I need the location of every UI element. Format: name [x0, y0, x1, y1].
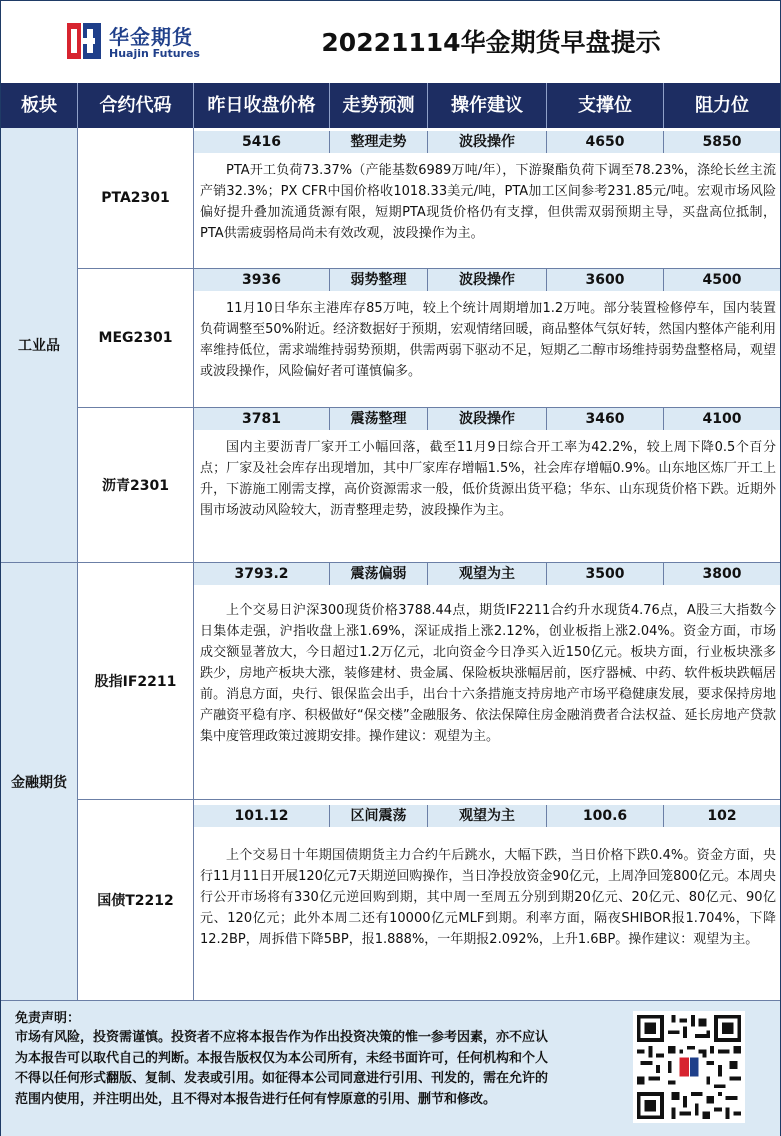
market-commentary: 上个交易日十年期国债期货主力合约午后跳水，大幅下跌，当日价格下跌0.4%。资金方面，央行11月11日开展120亿元7天期逆回购操作，当日净投放资金90亿元，上周净回笼800亿元。本周央行公开市场将有330亿元逆回购到期，其中周一至周五分别到期20亿元、20亿元、80亿元、90亿元、120亿元；此外本周二还有10000亿元MLF到期。利率方面，隔夜SHIBOR报1.704%，下降12.2BP，周拆借下降5BP，报1.888%，一年期报2.092%，上升1.6BP。操作建议：观望为主。: [194, 828, 780, 1000]
report-header: [1, 1, 780, 83]
column-header-resistance: 阻力位: [695, 95, 749, 116]
company-logo: [67, 21, 207, 63]
trend-forecast: 震荡偏弱: [350, 566, 407, 582]
trade-advice: 波段操作: [459, 272, 515, 288]
market-commentary: 国内主要沥青厂家开工小幅回落，截至11月9日综合开工率为42.2%，较上周下降0.5个百分点；厂家及社会库存出现增加，其中厂家库存增幅1.5%，社会库存增幅0.9%。山东地区炼厂开工上升，下游施工刚需支撑，高价资源需求一般，低价货源出货平稳；华东、山东现货价格下跌。近期外围市场波动风险较大，沥青整理走势，波段操作为主。: [194, 431, 780, 562]
trade-advice: 观望为主: [459, 566, 515, 582]
support-level: 3500: [585, 566, 625, 582]
disclaimer-text: 市场有风险，投资需谨慎。投资者不应将本报告作为作出投资决策的惟一参考因素，亦不应认为本报告可以取代自己的判断。本报告版权仅为本公司所有，未经书面许可，任何机构和个人不得以任何形式翻版、复制、发表或引用。如征得本公司同意进行引用、刊发的，需在允许的范围内使用，并注明出处，且不得对本报告进行任何有悖原意的引用、删节和修改。: [15, 1030, 549, 1107]
column-header-advice: 操作建议: [451, 95, 523, 116]
contract-code: 股指IF2211: [78, 563, 194, 799]
close-price: 3793.2: [234, 566, 289, 582]
market-commentary: PTA开工负荷73.37%（产能基数6989万吨/年），下游聚酯负荷下调至78.23%，涤纶长丝主流产销32.3%；PX CFR中国价格收1018.33美元/吨，PTA加工区间参考231.85元/吨。宏观市场风险偏好提升叠加流通货源有限，短期PTA现货价格仍有支撑，但供需双弱预期主导，买盘高位抵制，PTA供需疲弱格局尚未有效改观，波段操作为主。: [194, 154, 780, 268]
column-header-support: 支撑位: [578, 95, 632, 116]
metrics-row: [194, 269, 780, 291]
close-price: 3936: [242, 272, 281, 288]
support-level: 3460: [585, 411, 625, 427]
column-header-row: [1, 83, 780, 128]
support-level: 4650: [585, 134, 625, 150]
column-header-close: 昨日收盘价格: [207, 95, 316, 116]
column-header-trend: 走势预测: [342, 95, 415, 116]
metrics-row: [194, 805, 780, 827]
column-header-contract: 合约代码: [99, 95, 172, 116]
resistance-level: 102: [707, 808, 737, 824]
trend-forecast: 区间震荡: [350, 808, 407, 824]
trade-advice: 观望为主: [459, 808, 515, 824]
resistance-level: 4500: [702, 272, 742, 288]
disclaimer-section: [1, 1000, 780, 1136]
close-price: 3781: [242, 411, 281, 427]
support-level: 3600: [585, 272, 625, 288]
contract-code: 国债T2212: [78, 800, 194, 1000]
trend-forecast: 整理走势: [350, 134, 407, 150]
metrics-row: [194, 563, 780, 585]
market-commentary: 11月10日华东主港库存85万吨，较上个统计周期增加1.2万吨。部分装置检修停车，国内装置负荷调整至50%附近。经济数据好于预期，宏观情绪回暖，商品整体气氛好转，然国内整体产能利用率维持低位，需求端维持弱势预期，供需两弱下驱动不足，短期乙二醇市场维持弱势盘整格局，观望或波段操作，风险偏好者可谨慎偏多。: [194, 292, 780, 407]
contract-code: PTA2301: [78, 128, 194, 268]
contract-code: MEG2301: [78, 269, 194, 407]
trade-advice: 波段操作: [459, 134, 515, 150]
trend-forecast: 弱势整理: [350, 272, 407, 288]
huajin-logo-icon: [67, 23, 101, 59]
resistance-level: 3800: [702, 566, 742, 582]
trend-forecast: 震荡整理: [350, 411, 407, 427]
resistance-level: 4100: [702, 411, 742, 427]
metrics-row: [194, 408, 780, 430]
category-financial: 金融期货: [1, 563, 78, 1000]
support-level: 100.6: [582, 808, 628, 824]
resistance-level: 5850: [702, 134, 742, 150]
close-price: 101.12: [234, 808, 289, 824]
trade-advice: 波段操作: [459, 411, 515, 427]
report-title: 20221114华金期货早盘提示: [321, 28, 661, 57]
qr-code-icon: [633, 1011, 745, 1123]
metrics-row: [194, 131, 780, 153]
close-price: 5416: [242, 134, 281, 150]
logo-english-name: Huajin Futures: [109, 47, 200, 60]
category-industrial: 工业品: [1, 128, 78, 562]
disclaimer-title: 免责声明：: [15, 1011, 81, 1026]
contract-code: 沥青2301: [78, 408, 194, 562]
column-header-sector: 板块: [21, 95, 57, 116]
logo-chinese-name: 华金期货: [109, 25, 193, 49]
market-commentary: 上个交易日沪深300现货价格3788.44点，期货IF2211合约升水现货4.76点，A股三大指数今日集体走强，沪指收盘上涨1.69%，深证成指上涨2.12%，创业板指上涨2.04%。资金方面，市场成交额显著放大，今日超过1.2万亿元，北向资金今日净买入近150亿元。板块方面，行业板块涨多跌少，房地产板块大涨，装修建材、贵金属、保险板块涨幅居前，医疗器械、中药、软件板块跌幅居前。消息方面，央行、银保监会出手，出台十六条措施支持房地产市场平稳健康发展，要求保持房地产融资平稳有序、积极做好“保交楼”金融服务、依法保障住房金融消费者合法权益、延长房地产贷款集中度管理政策过渡期安排。操作建议：观望为主。: [194, 586, 780, 799]
